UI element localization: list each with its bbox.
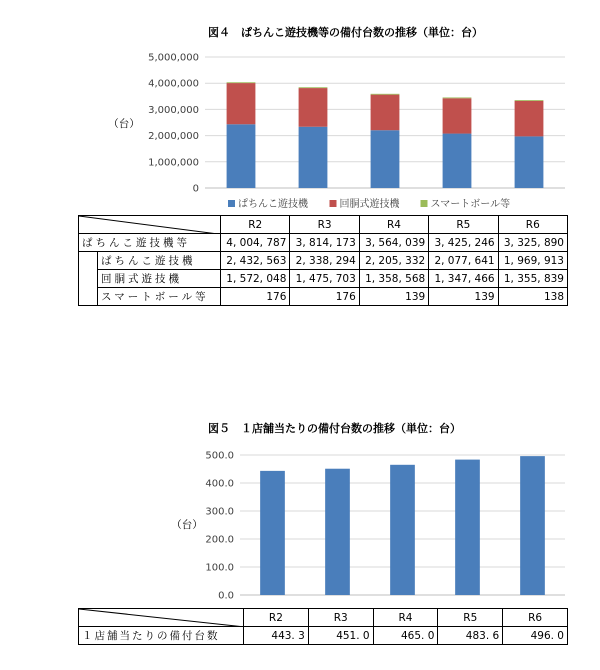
table1-cell: 3, 564, 039 (359, 234, 428, 252)
legend-swatch (228, 200, 235, 207)
table-row (79, 627, 568, 645)
table1-header: R6 (498, 216, 567, 234)
bar (443, 97, 472, 98)
bar (299, 88, 328, 127)
table1-cell: 3, 425, 246 (429, 234, 498, 252)
bar (227, 124, 256, 188)
table-row (79, 234, 568, 252)
table1-row-label: ぱちんこ遊技機 (98, 252, 221, 270)
bar (515, 100, 544, 101)
table1-cell: 1, 572, 048 (221, 270, 290, 288)
chart1-title: 図４ ぱちんこ遊技機等の備付台数の推移（単位：台） (208, 26, 483, 39)
y-tick-label: 0.0 (218, 590, 234, 602)
table1-header: R5 (429, 216, 498, 234)
table1 (78, 215, 568, 306)
table-row (79, 252, 568, 270)
bar (227, 83, 256, 124)
table-row (79, 270, 568, 288)
table2 (78, 608, 568, 645)
bar (515, 101, 544, 137)
y-axis-label: （台） (108, 118, 140, 130)
table2-header: R5 (438, 609, 503, 627)
legend-swatch (330, 200, 337, 207)
legend-swatch (421, 200, 428, 207)
table2-cell: 496. 0 (503, 627, 568, 645)
table2-header-row (79, 609, 568, 627)
bar (371, 130, 400, 188)
table2-row-label: １店舗当たりの備付台数 (79, 627, 244, 645)
table1-cell: 138 (498, 288, 567, 306)
bar (390, 465, 415, 595)
table2-header: R2 (244, 609, 309, 627)
y-tick-label: 4,000,000 (148, 78, 199, 90)
bar (299, 127, 328, 188)
y-tick-label: 500.0 (205, 450, 234, 462)
table1-cell: 1, 358, 568 (359, 270, 428, 288)
table1-cell: 1, 347, 466 (429, 270, 498, 288)
bar (455, 460, 480, 595)
y-tick-label: 100.0 (205, 562, 234, 574)
table2-header: R4 (373, 609, 438, 627)
bar (325, 469, 350, 595)
table1-cell: 3, 325, 890 (498, 234, 567, 252)
table1-cell: 4, 004, 787 (221, 234, 290, 252)
y-tick-label: 0 (192, 183, 199, 195)
table1-cell: 176 (221, 288, 290, 306)
bar (371, 95, 400, 131)
table1-header: R3 (290, 216, 359, 234)
table1-row-label: 回胴式遊技機 (98, 270, 221, 288)
table2-header: R3 (308, 609, 373, 627)
table1-cell: 139 (429, 288, 498, 306)
bar (443, 98, 472, 133)
bar (227, 82, 256, 83)
table2-corner (79, 609, 244, 627)
table1-cell: 3, 814, 173 (290, 234, 359, 252)
table1-header: R2 (221, 216, 290, 234)
table1-cell: 2, 077, 641 (429, 252, 498, 270)
y-tick-label: 2,000,000 (148, 131, 199, 143)
bar (299, 87, 328, 88)
legend-label: ぱちんこ遊技機 (238, 199, 308, 210)
bar (371, 94, 400, 95)
table1-row-label: ぱちんこ遊技機等 (79, 234, 221, 252)
legend-label: スマートボール等 (430, 199, 511, 210)
table2-cell: 483. 6 (438, 627, 503, 645)
bar (443, 134, 472, 188)
table1-cell: 1, 969, 913 (498, 252, 567, 270)
y-tick-label: 300.0 (205, 506, 234, 518)
y-tick-label: 5,000,000 (148, 52, 199, 64)
y-tick-label: 200.0 (205, 534, 234, 546)
bar (260, 471, 285, 595)
table1-indent (79, 252, 98, 306)
legend-label: 回胴式遊技機 (339, 199, 400, 210)
table1-row-label: スマートボール等 (98, 288, 221, 306)
table1-cell: 1, 355, 839 (498, 270, 567, 288)
chart2 (0, 435, 600, 610)
bar (515, 136, 544, 188)
table1-cell: 176 (290, 288, 359, 306)
y-tick-label: 400.0 (205, 478, 234, 490)
table2-cell: 465. 0 (373, 627, 438, 645)
table1-cell: 1, 475, 703 (290, 270, 359, 288)
table1-cell: 2, 338, 294 (290, 252, 359, 270)
table1-cell: 2, 432, 563 (221, 252, 290, 270)
table-row (79, 288, 568, 306)
chart2-title: 図５ １店舗当たりの備付台数の推移（単位：台） (208, 422, 461, 435)
bar (520, 456, 545, 595)
table1-header-row (79, 216, 568, 234)
y-axis-label: （台） (171, 519, 203, 531)
table1-header: R4 (359, 216, 428, 234)
table1-cell: 2, 205, 332 (359, 252, 428, 270)
table2-cell: 443. 3 (244, 627, 309, 645)
y-tick-label: 1,000,000 (148, 157, 199, 169)
y-tick-label: 3,000,000 (148, 104, 199, 116)
table2-header: R6 (503, 609, 568, 627)
table1-corner (79, 216, 221, 234)
table1-cell: 139 (359, 288, 428, 306)
table2-cell: 451. 0 (308, 627, 373, 645)
